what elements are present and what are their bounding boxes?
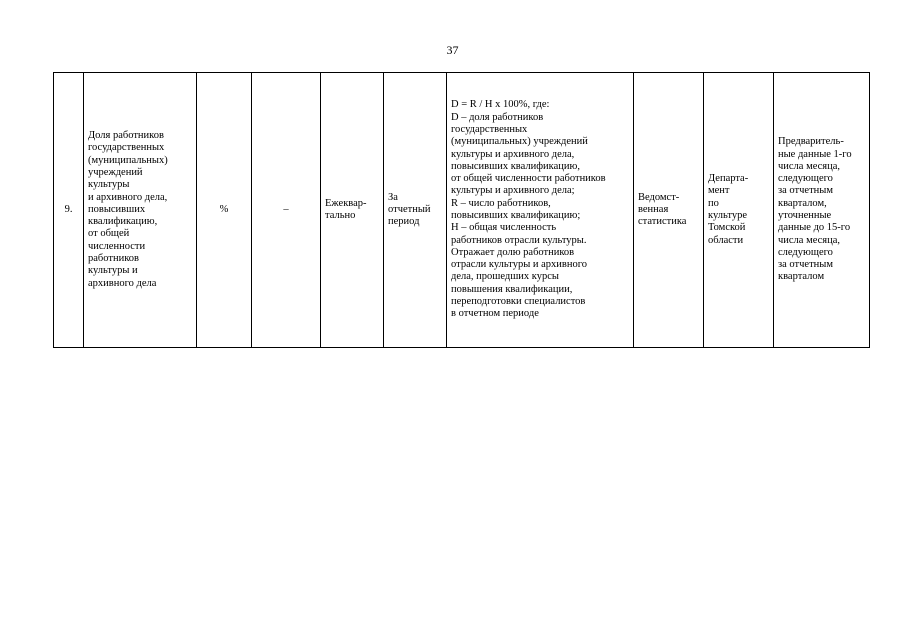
- time-frame-value: За отчетный период: [388, 191, 431, 228]
- method-text: D = R / Н х 100%, где: D – доля работников государственных (муниципальных) учреждений культуры и архивного дела, повысивших квалификацию, от общей численности работников культуры и архивного дела; R – число работников, повысивших квалификацию; Н – общая численность работников отрасли культуры. Отражает долю работников отрасли культуры и архивного дела, прошедших курсы повышения квалификации, переподготовки специалистов в отчетном периоде: [451, 99, 606, 320]
- periodicity-value: Ежеквар- тально: [325, 197, 367, 221]
- row-number: 9.: [64, 203, 73, 215]
- source-cell: [634, 73, 704, 348]
- dash-value: –: [283, 203, 289, 215]
- deadline-cell: [774, 73, 870, 348]
- page-number: 37: [446, 43, 459, 57]
- indicator-table: [53, 72, 870, 348]
- deadline-value: Предваритель- ные данные 1-го числа месяца, следующего за отчетным кварталом, уточненные данные до 15-го числа месяца, следующего за отчетным кварталом: [778, 136, 852, 283]
- method-cell: [447, 73, 634, 348]
- unit-cell: [197, 73, 252, 348]
- dash-cell: [252, 73, 321, 348]
- periodicity-cell: [321, 73, 384, 348]
- time-frame-cell: [384, 73, 447, 348]
- table-row: [54, 73, 870, 348]
- row-number-cell: [54, 73, 84, 348]
- responsible-value: Департа- мент по культуре Томской области: [708, 173, 749, 246]
- indicator-name-cell: [84, 73, 197, 348]
- indicator-name: Доля работников государственных (муниципальных) учреждений культуры и архивного дела, повысивших квалификацию, от общей численности работников культуры и архивного дела: [88, 130, 168, 289]
- unit-value: %: [219, 203, 229, 215]
- source-value: Ведомст- венная статистика: [638, 191, 687, 228]
- responsible-cell: [704, 73, 774, 348]
